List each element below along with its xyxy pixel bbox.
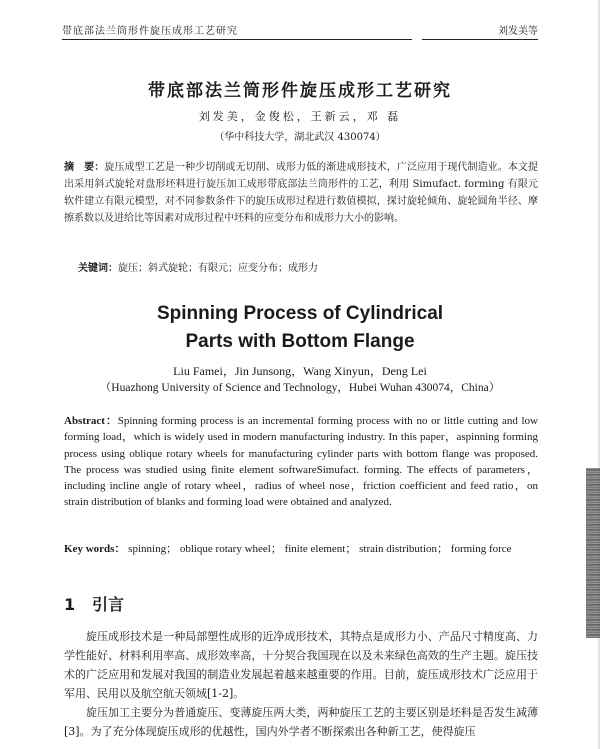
section-heading bbox=[64, 592, 124, 615]
running-header-authors: 刘发美等 bbox=[498, 26, 538, 37]
chinese-keywords-text: 旋压；斜式旋轮；有限元；应变分布；成形力 bbox=[118, 263, 318, 274]
chinese-authors: 刘发美，金俊松，王新云，邓 磊 bbox=[198, 110, 402, 123]
introduction-body bbox=[64, 627, 538, 741]
running-header-title: 带底部法兰筒形件旋压成形工艺研究 bbox=[62, 26, 238, 37]
section-number: 1 bbox=[64, 595, 76, 614]
header-rule bbox=[62, 39, 412, 40]
header-rule bbox=[422, 39, 538, 40]
chinese-abstract-text: 旋压成型工艺是一种少切削或无切削、成形力低的渐进成形技术，广泛应用于现代制造业。本文提出采用斜式旋轮对盘形坯料进行旋压加工成形带底部法兰筒形件的工艺，利用 Simufact. forming 有限元软件建立有限元模型，对不同参数条件下的旋压成形过程进行数值模拟，探讨旋轮倾角、旋轮圆角半径、摩擦系数以及进给比等因素对成形过程中坯料的应变分布和成形力大小的影响。 bbox=[64, 162, 539, 224]
english-authors: Liu Famei，Jin Junsong，Wang Xinyun，Deng Lei bbox=[173, 364, 427, 378]
chinese-affiliation: （华中科技大学，湖北武汉 430074） bbox=[214, 132, 386, 143]
chinese-keywords bbox=[78, 259, 538, 274]
english-title-line: Parts with Bottom Flange bbox=[185, 331, 415, 352]
running-header bbox=[62, 22, 538, 38]
english-keywords-text: spinning； oblique rotary wheel； finite element； strain distribution； forming force bbox=[128, 543, 512, 555]
english-keywords bbox=[64, 541, 538, 558]
section-title: 引言 bbox=[92, 595, 125, 614]
english-abstract bbox=[64, 413, 538, 511]
binding-edge-marks bbox=[586, 468, 600, 638]
english-keywords-label: Key words： bbox=[64, 543, 126, 555]
english-affiliation: （Huazhong University of Science and Technology，Hubei Wuhan 430074，China） bbox=[99, 382, 501, 394]
chinese-abstract-label: 摘 要： bbox=[64, 162, 105, 173]
english-title-line: Spinning Process of Cylindrical bbox=[156, 303, 444, 324]
chinese-keywords-label: 关键词： bbox=[78, 263, 118, 274]
body-paragraph: 旋压加工主要分为普通旋压、变薄旋压两大类，两种旋压工艺的主要区别是坯料是否发生减薄[3]。为了充分体现旋压成形的优越性，国内外学者不断探索出各种新工艺，使得旋压 bbox=[64, 706, 538, 738]
chinese-title: 带底部法兰筒形件旋压成形工艺研究 bbox=[148, 81, 452, 101]
english-title bbox=[0, 300, 600, 356]
english-abstract-text: Spinning forming process is an incremental forming process with no or little cutting and low forming load，which is widely used in modern manufacturing industry. In this paper，aspinning forming process using oblique rotary wheels for manufacturing cylinder parts with bottom flange was proposed. The process was studied using finite element softwareSimufact. forming. The effects of parameters，including incline angle of rotary wheel，radius of wheel nose，friction coefficient and feed ratio，on strain distribution of blanks and forming load were obtained and analyzed. bbox=[64, 415, 538, 509]
chinese-abstract bbox=[64, 159, 538, 227]
english-abstract-label: Abstract： bbox=[64, 415, 118, 427]
body-paragraph: 旋压成形技术是一种局部塑性成形的近净成形技术，其特点是成形力小、产品尺寸精度高、力学性能好、材料利用率高、成形效率高，十分契合我国现在以及未来绿色高效的生产主题。旋压技术的广泛应用和发展对我国的制造业发展起着越来越重要的作用。目前，旋压成形技术广泛应用于军用、民用以及航空航天领域[1-2]。 bbox=[64, 630, 538, 700]
